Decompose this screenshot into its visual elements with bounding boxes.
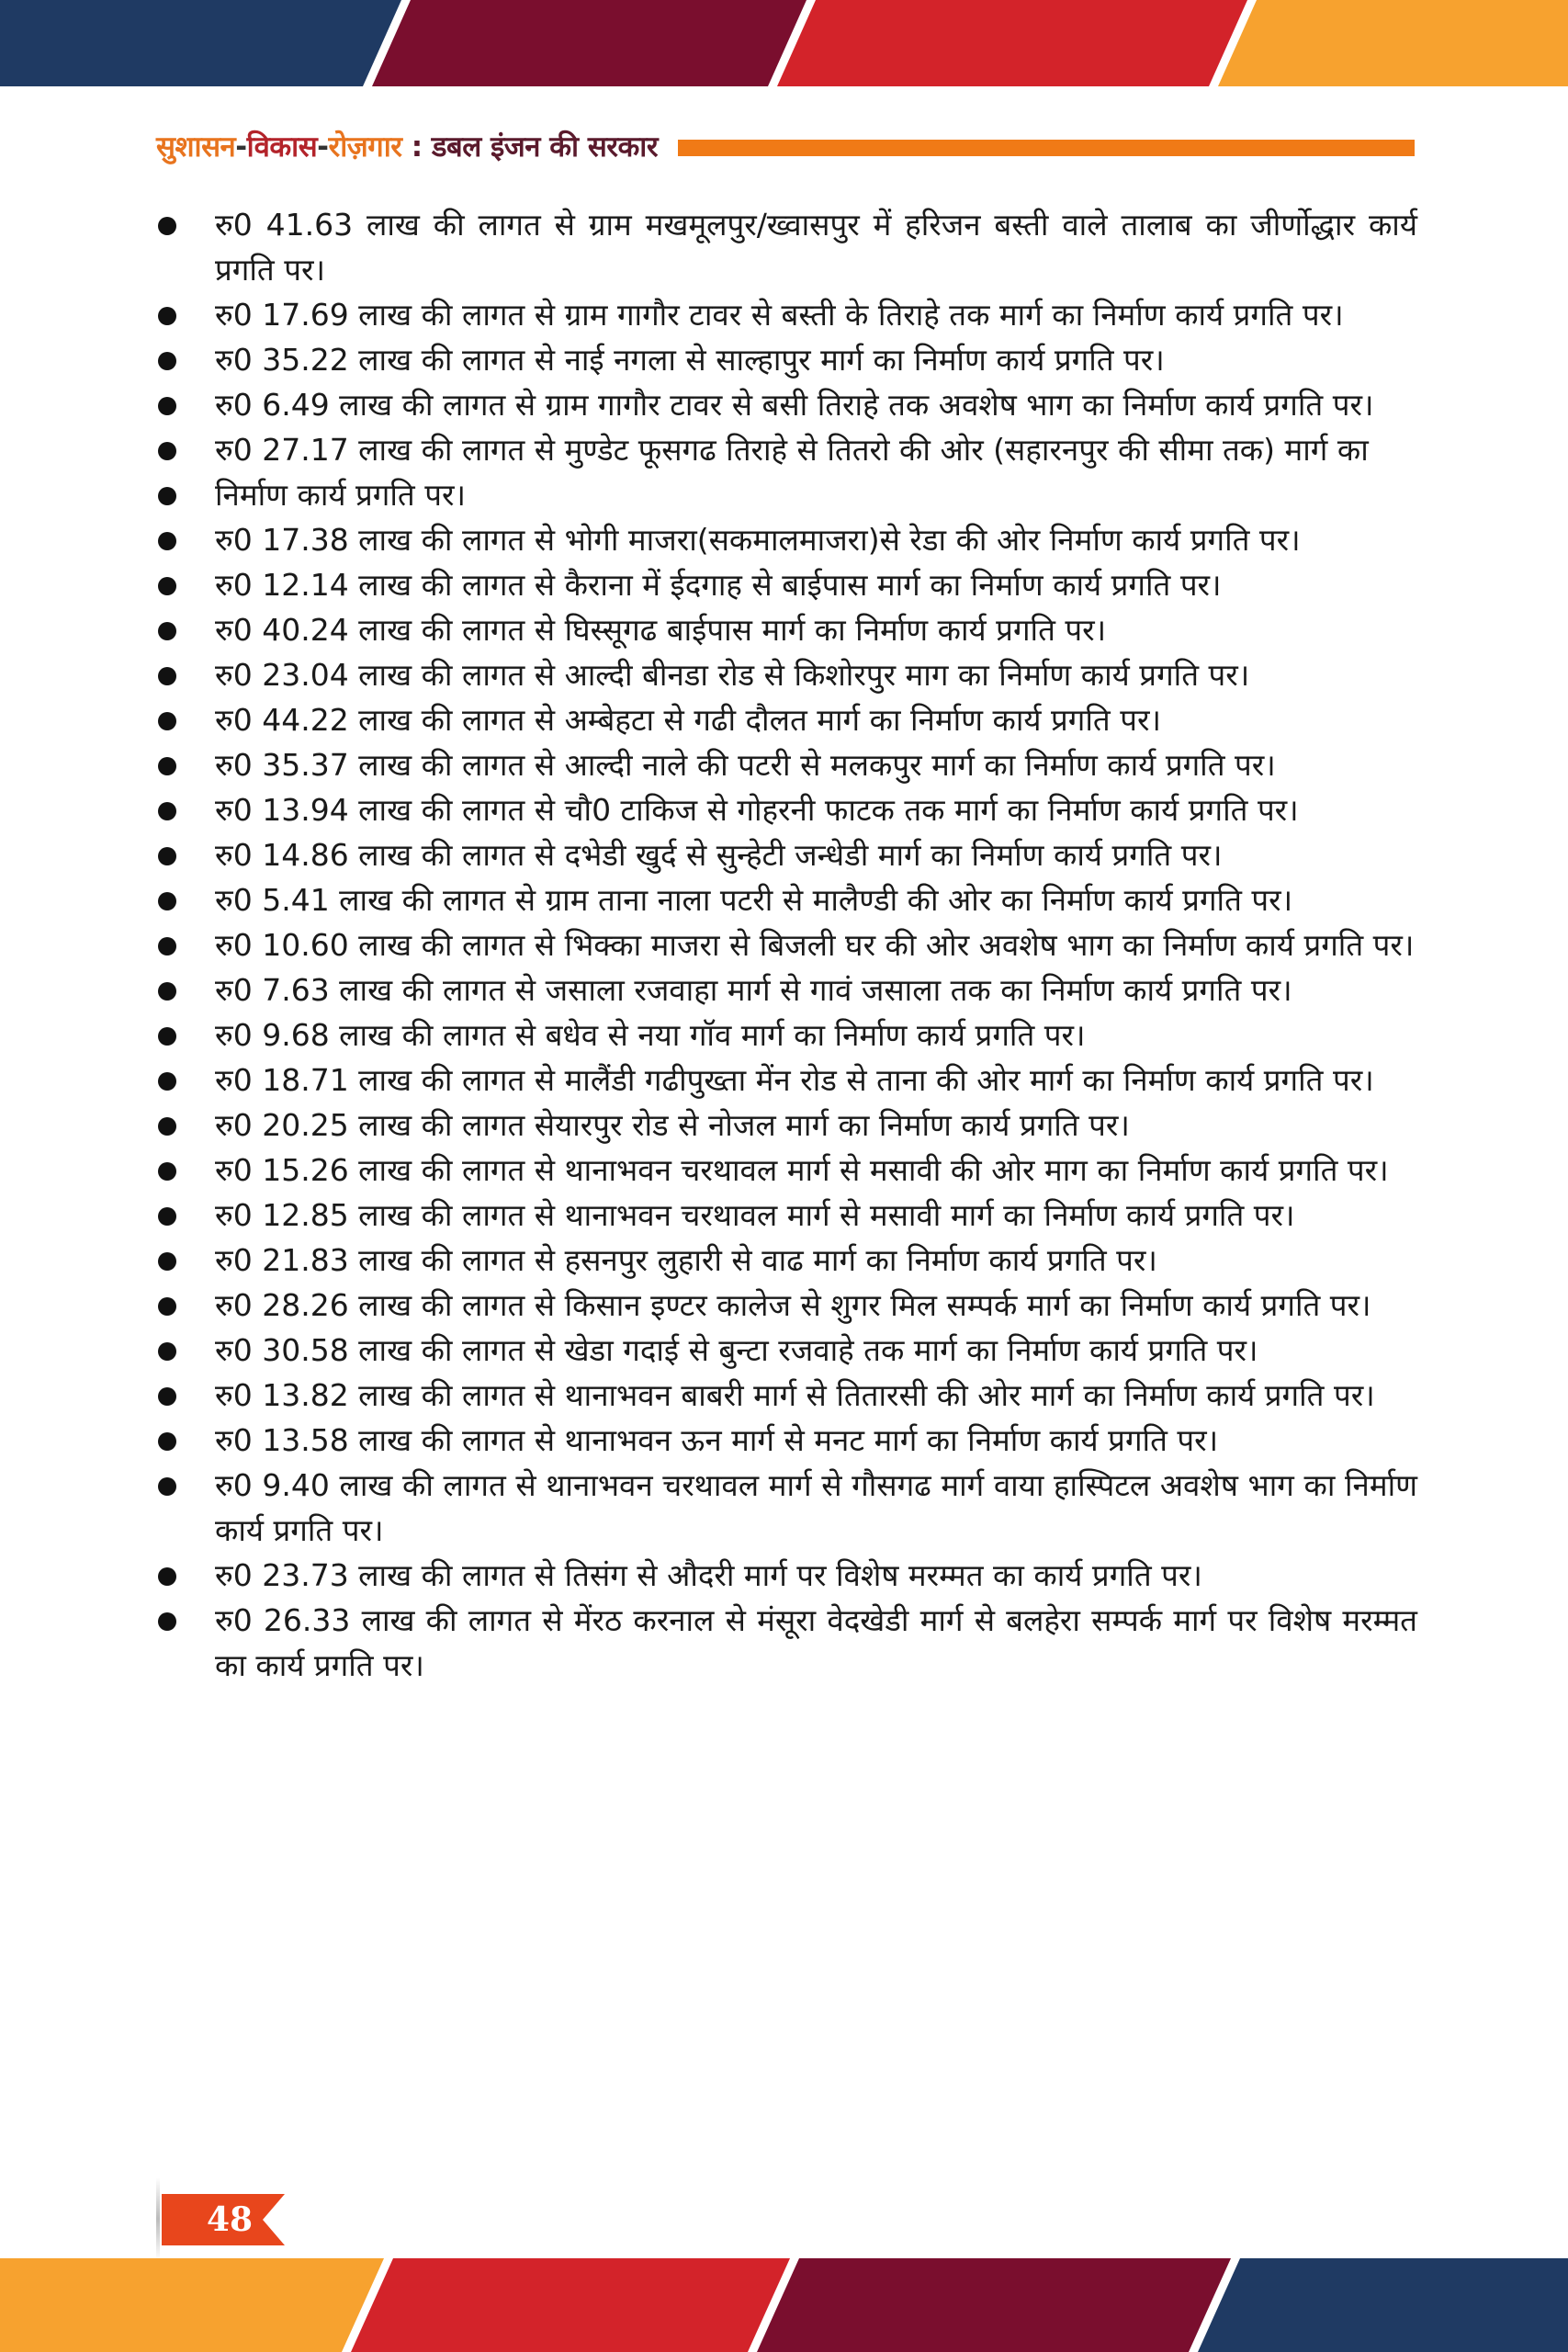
bullet	[158, 1117, 176, 1136]
list-item	[154, 697, 1417, 742]
list-item	[154, 1283, 1417, 1328]
list-item-text: रु0 35.37 लाख की लागत से आल्दी नाले की पटरी से मलकपुर मार्ग का निर्माण कार्य प्रगति पर।	[215, 747, 1276, 783]
list-item-text: रु0 28.26 लाख की लागत से किसान इण्टर कालेज से शुगर मिल सम्पर्क मार्ग का निर्माण कार्य प्रगति पर।	[215, 1287, 1371, 1323]
list-item-text: रु0 14.86 लाख की लागत से दभेडी खुर्द से सुन्हेटी जन्धेडी मार्ग का निर्माण कार्य प्रगति पर।	[215, 837, 1223, 873]
list-item	[154, 1598, 1417, 1688]
bullet	[158, 1342, 176, 1361]
bullet	[158, 307, 176, 325]
bullet	[158, 667, 176, 685]
progress-items-list	[154, 202, 1417, 1688]
bullet	[158, 847, 176, 865]
bullet	[158, 1297, 176, 1316]
header-title	[156, 127, 658, 165]
list-item	[154, 1553, 1417, 1598]
list-item	[154, 787, 1417, 832]
list-item	[154, 337, 1417, 382]
list-item	[154, 1057, 1417, 1102]
list-item-text: रु0 26.33 लाख की लागत से मेंरठ करनाल से मंसूरा वेदखेडी मार्ग से बलहेरा सम्पर्क मार्ग पर विशेष मरम्मत का कार्य प्रगति पर।	[215, 1602, 1417, 1683]
page-number-tag	[156, 2192, 285, 2247]
bullet	[158, 217, 176, 235]
list-item-text: रु0 44.22 लाख की लागत से अम्बेहटा से गढी दौलत मार्ग का निर्माण कार्य प्रगति पर।	[215, 702, 1161, 738]
red-stripe	[777, 0, 1247, 86]
bullet	[158, 532, 176, 550]
list-item-text: रु0 9.40 लाख की लागत से थानाभवन चरथावल मार्ग से गौसगढ मार्ग वाया हास्पिटल अवशेष भाग का निर्माण कार्य प्रगति पर।	[215, 1467, 1417, 1548]
list-item	[154, 1102, 1417, 1148]
header-title-part2: विकास	[246, 130, 318, 164]
list-item-text: रु0 18.71 लाख की लागत से मालैंडी गढीपुख्ता मेंन रोड से ताना की ओर मार्ग का निर्माण कार्य प्रगति पर।	[215, 1062, 1374, 1098]
header-title-part3: रोज़गार	[328, 130, 402, 164]
list-item	[154, 877, 1417, 922]
list-item-text: रु0 21.83 लाख की लागत से हसनपुर लुहारी से वाढ मार्ग का निर्माण कार्य प्रगति पर।	[215, 1242, 1157, 1278]
list-item	[154, 652, 1417, 697]
list-item	[154, 1238, 1417, 1283]
list-item	[154, 292, 1417, 337]
bullet	[158, 1207, 176, 1226]
list-item-text: रु0 6.49 लाख की लागत से ग्राम गागौर टावर से बसी तिराहे तक अवशेष भाग का निर्माण कार्य प्रगति पर।	[215, 387, 1374, 423]
list-item	[154, 562, 1417, 607]
bullet	[158, 1072, 176, 1091]
bullet	[158, 1477, 176, 1496]
list-item	[154, 742, 1417, 787]
list-item	[154, 922, 1417, 967]
list-item	[154, 832, 1417, 877]
list-item-text: रु0 5.41 लाख की लागत से ग्राम ताना नाला पटरी से मालैण्डी की ओर का निर्माण कार्य प्रगति पर।	[215, 882, 1293, 918]
list-item	[154, 1193, 1417, 1238]
bullet	[158, 937, 176, 956]
header-title-part1: सुशासन	[156, 130, 236, 164]
list-item-text: रु0 30.58 लाख की लागत से खेडा गदाई से बुन्टा रजवाहे तक मार्ग का निर्माण कार्य प्रगति पर।	[215, 1332, 1258, 1368]
red-stripe	[351, 2258, 790, 2352]
list-item	[154, 607, 1417, 652]
list-item-text: रु0 20.25 लाख की लागत सेयारपुर रोड से नोजल मार्ग का निर्माण कार्य प्रगति पर।	[215, 1107, 1130, 1143]
navy-stripe	[1198, 2258, 1568, 2352]
list-item	[154, 1373, 1417, 1418]
list-item	[154, 517, 1417, 562]
list-item	[154, 1328, 1417, 1373]
list-item-text: रु0 12.14 लाख की लागत से कैराना में ईदगाह से बाईपास मार्ग का निर्माण कार्य प्रगति पर।	[215, 567, 1222, 603]
bullet	[158, 352, 176, 370]
maroon-stripe	[757, 2258, 1231, 2352]
orange-stripe	[1218, 0, 1568, 86]
list-item	[154, 472, 1417, 517]
top-band-graphic	[0, 0, 1568, 86]
list-item	[154, 967, 1417, 1012]
list-item-text: रु0 13.82 लाख की लागत से थानाभवन बाबरी मार्ग से तितारसी की ओर मार्ग का निर्माण कार्य प्रगति पर।	[215, 1377, 1375, 1413]
list-item-text: रु0 13.58 लाख की लागत से थानाभवन ऊन मार्ग से मनट मार्ग का निर्माण कार्य प्रगति पर।	[215, 1422, 1219, 1458]
list-item-text: रु0 40.24 लाख की लागत से घिस्सूगढ बाईपास मार्ग का निर्माण कार्य प्रगति पर।	[215, 612, 1107, 648]
list-item-text: निर्माण कार्य प्रगति पर।	[215, 477, 466, 513]
list-item	[154, 1418, 1417, 1463]
header-title-sep2: -	[317, 130, 329, 164]
list-item-text: रु0 23.04 लाख की लागत से आल्दी बीनडा रोड से किशोरपुर माग का निर्माण कार्य प्रगति पर।	[215, 657, 1250, 693]
page-header	[156, 125, 1415, 167]
list-item-text: रु0 7.63 लाख की लागत से जसाला रजवाहा मार्ग से गावं जसाला तक का निर्माण कार्य प्रगति पर।	[215, 972, 1292, 1008]
page-number: 48	[206, 2200, 254, 2239]
list-item-text: रु0 17.38 लाख की लागत से भोगी माजरा(सकमालमाजरा)से रेडा की ओर निर्माण कार्य प्रगति पर।	[215, 522, 1301, 558]
list-item	[154, 1148, 1417, 1193]
bullet	[158, 397, 176, 415]
list-item-text: रु0 12.85 लाख की लागत से थानाभवन चरथावल मार्ग से मसावी मार्ग का निर्माण कार्य प्रगति पर।	[215, 1197, 1295, 1233]
header-title-sep1: -	[235, 130, 247, 164]
bullet	[158, 1252, 176, 1271]
list-item-text: रु0 9.68 लाख की लागत से बधेव से नया गॉव मार्ग का निर्माण कार्य प्रगति पर।	[215, 1017, 1086, 1053]
list-item	[154, 427, 1417, 472]
bullet	[158, 1432, 176, 1451]
bullet	[158, 622, 176, 640]
header-rule	[678, 140, 1415, 156]
header-title-part4: : डबल इंजन की सरकार	[401, 130, 659, 164]
list-item	[154, 1012, 1417, 1057]
bullet	[158, 892, 176, 910]
bottom-decorative-band	[0, 2258, 1568, 2352]
bullet	[158, 1162, 176, 1181]
orange-stripe	[0, 2258, 384, 2352]
bullet	[158, 757, 176, 775]
bullet	[158, 1567, 176, 1586]
bullet	[158, 712, 176, 730]
bullet	[158, 1027, 176, 1046]
list-item	[154, 382, 1417, 427]
bullet	[158, 982, 176, 1001]
bullet	[158, 442, 176, 460]
bottom-band-graphic	[0, 2258, 1568, 2352]
bullet	[158, 1612, 176, 1631]
top-decorative-band	[0, 0, 1568, 86]
maroon-stripe	[372, 0, 807, 86]
navy-stripe	[0, 0, 401, 86]
bullet	[158, 487, 176, 505]
list-item-text: रु0 41.63 लाख की लागत से ग्राम मखमूलपुर/ख्वासपुर में हरिजन बस्ती वाले तालाब का जीर्णोद्धार कार्य प्रगति पर।	[215, 207, 1417, 288]
list-item-text: रु0 23.73 लाख की लागत से तिसंग से औदरी मार्ग पर विशेष मरम्मत का कार्य प्रगति पर।	[215, 1557, 1202, 1593]
list-item	[154, 1463, 1417, 1553]
list-item	[154, 202, 1417, 292]
bullet	[158, 802, 176, 820]
list-item-text: रु0 13.94 लाख की लागत से चौ0 टाकिज से गोहरनी फाटक तक मार्ग का निर्माण कार्य प्रगति पर।	[215, 792, 1299, 828]
list-item-text: रु0 10.60 लाख की लागत से भिक्का माजरा से बिजली घर की ओर अवशेष भाग का निर्माण कार्य प्रगति पर।	[215, 927, 1415, 963]
bullet	[158, 577, 176, 595]
bullet	[158, 1387, 176, 1406]
list-item-text: रु0 17.69 लाख की लागत से ग्राम गागौर टावर से बस्ती के तिराहे तक मार्ग का निर्माण कार्य प्रगति पर।	[215, 297, 1344, 333]
list-item-text: रु0 15.26 लाख की लागत से थानाभवन चरथावल मार्ग से मसावी की ओर माग का निर्माण कार्य प्रगति पर।	[215, 1152, 1389, 1188]
list-item-text: रु0 35.22 लाख की लागत से नाई नगला से साल्हापुर मार्ग का निर्माण कार्य प्रगति पर।	[215, 342, 1165, 378]
list-item-text: रु0 27.17 लाख की लागत से मुण्डेट फूसगढ तिराहे से तितरो की ओर (सहारनपुर की सीमा तक) मार्ग का	[215, 432, 1369, 468]
